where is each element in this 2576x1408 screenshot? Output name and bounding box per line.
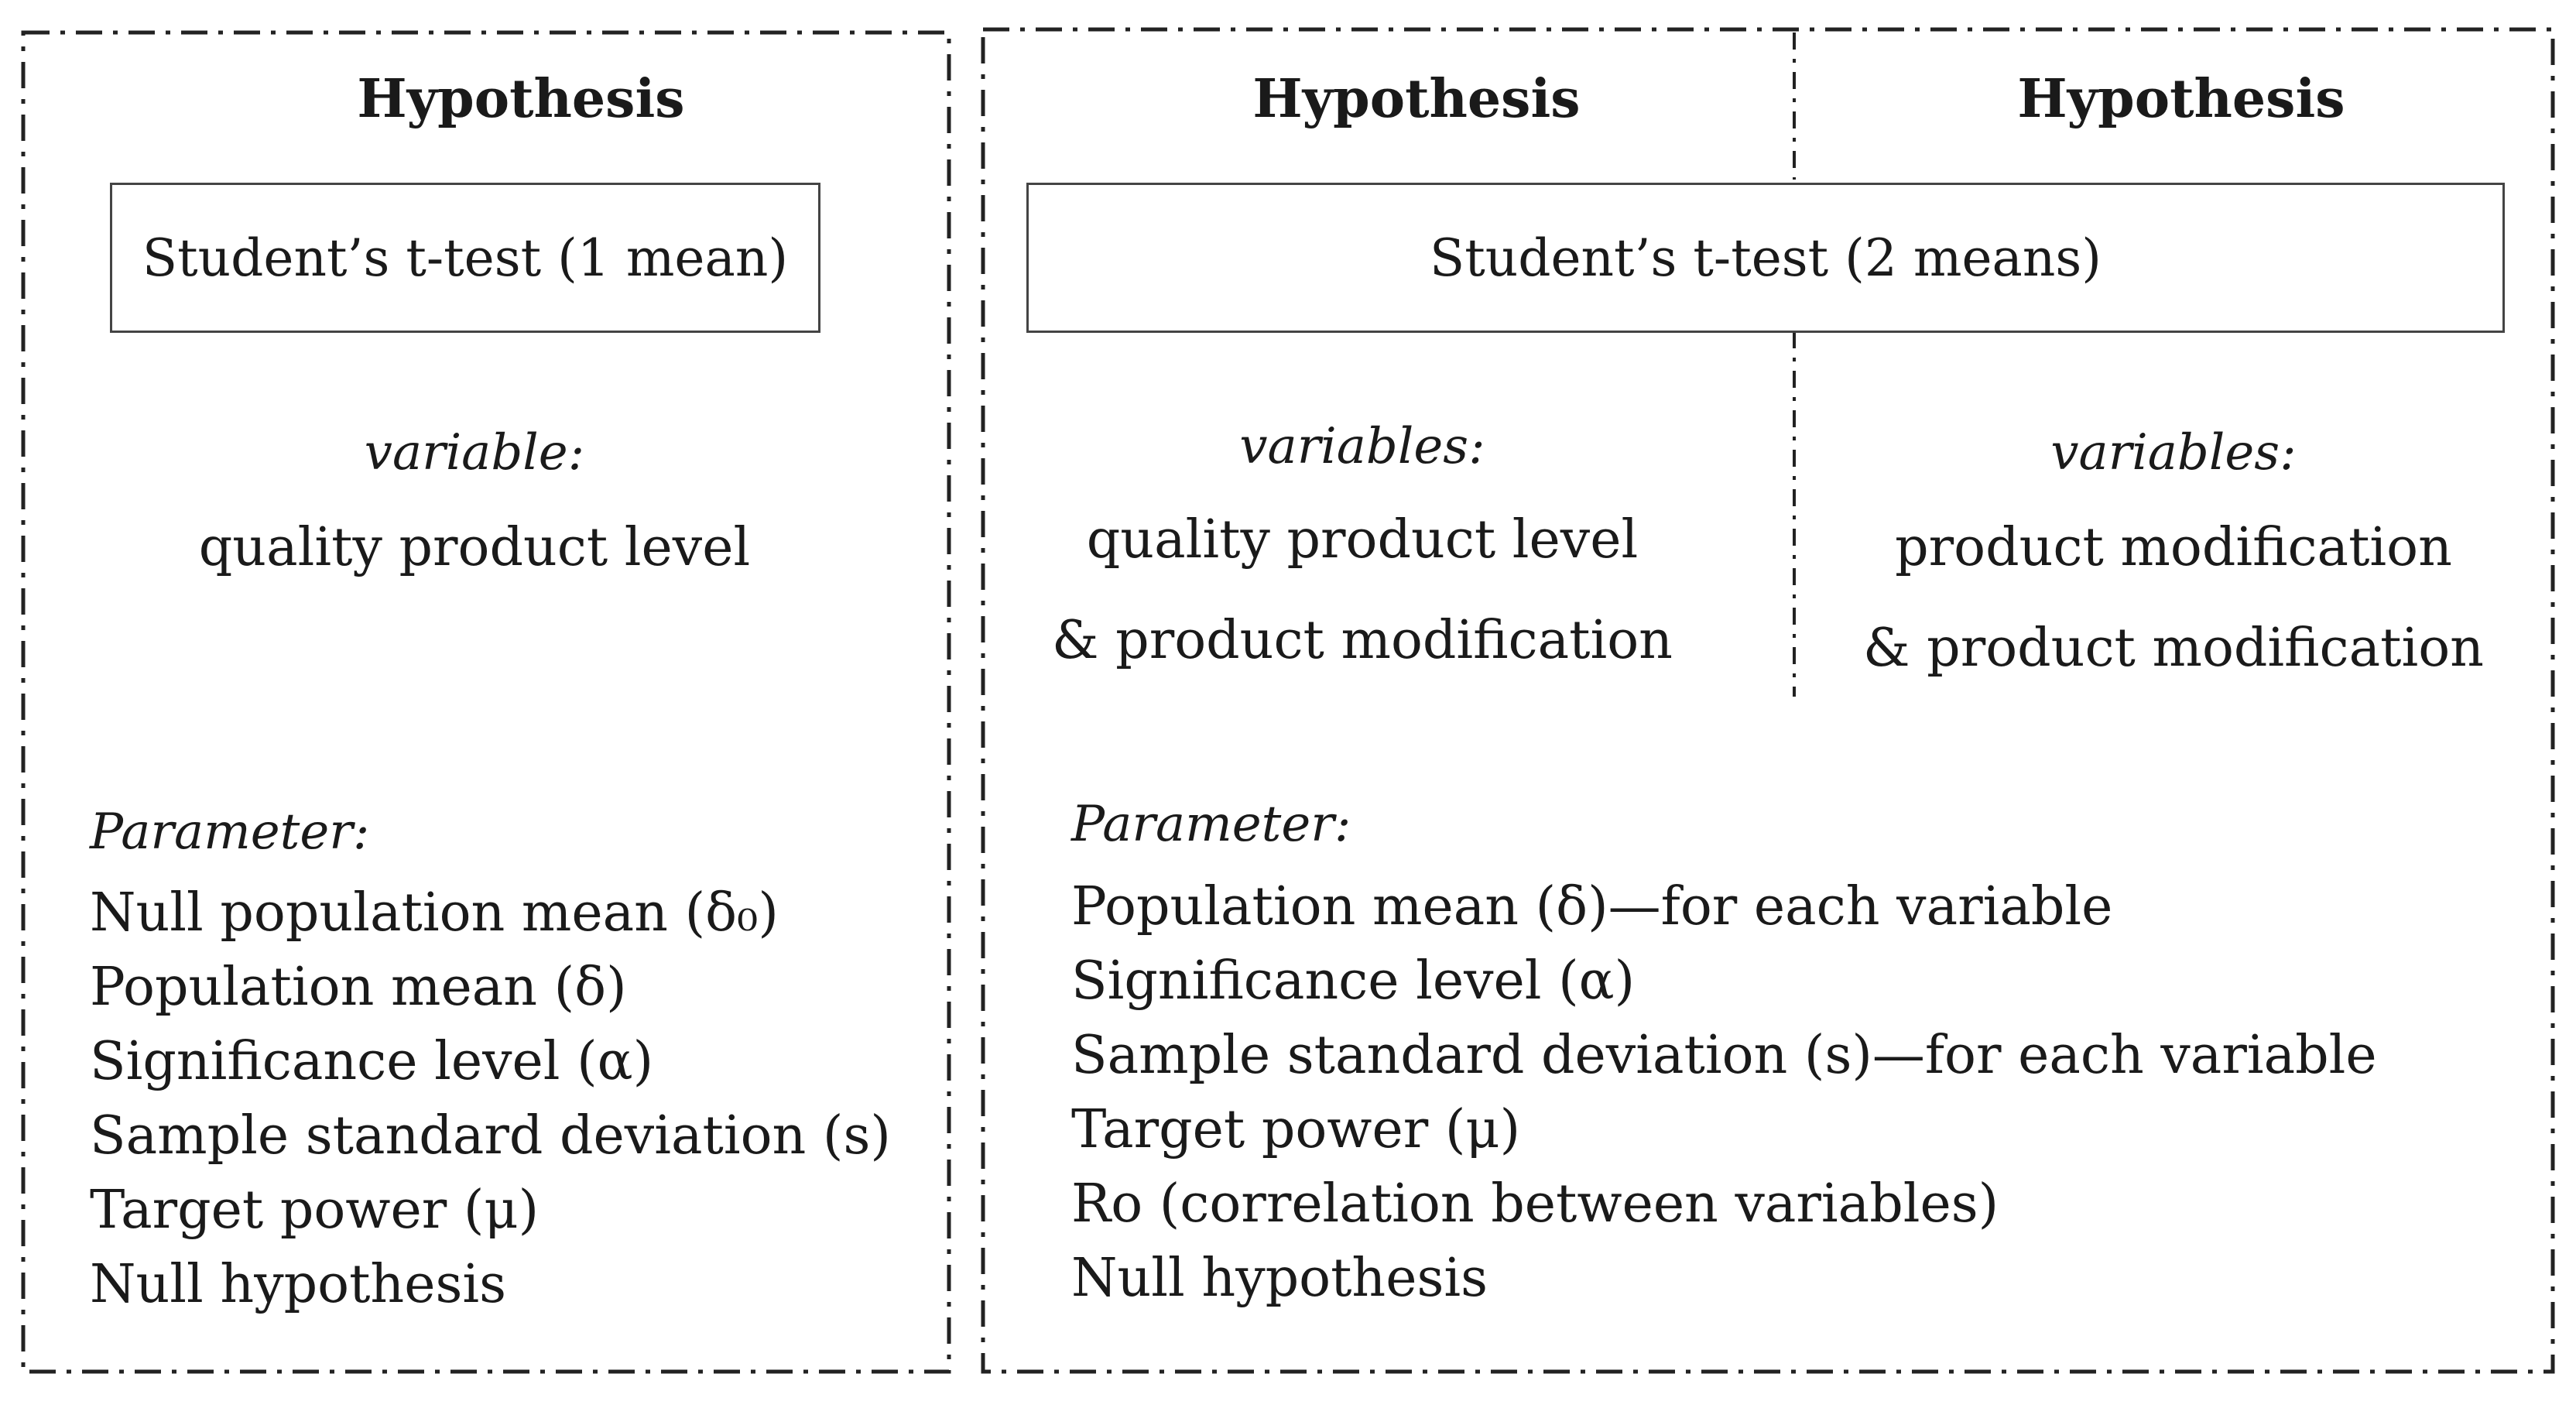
right-col-a-variable-1: quality product level (1086, 509, 1639, 570)
right-panel-heading-b: Hypothesis (2017, 68, 2345, 130)
left-parameter-item: Population mean (δ) (90, 957, 627, 1018)
left-variable-value: quality product level (198, 517, 751, 578)
right-parameter-item: Ro (correlation between variables) (1071, 1173, 1999, 1235)
right-parameter-item: Target power (μ) (1071, 1099, 1521, 1160)
right-col-a-variable-2: & product modification (1052, 610, 1673, 671)
left-parameter-item: Null hypothesis (90, 1254, 506, 1315)
right-parameter-list (1071, 870, 2377, 1316)
left-parameter-label: Parameter: (90, 803, 370, 861)
right-col-b-variable-2: & product modification (1863, 618, 2484, 679)
right-panel-heading-a: Hypothesis (1252, 68, 1581, 130)
right-test-box (1026, 183, 2505, 333)
right-col-b-variable-1: product modification (1895, 517, 2452, 578)
right-parameter-item: Population mean (δ)—for each variable (1071, 876, 2113, 937)
right-test-box-label: Student’s t-test (2 means) (1429, 228, 2102, 288)
right-col-a-variables-label: variables: (1239, 418, 1485, 475)
right-parameter-item: Significance level (α) (1071, 951, 1636, 1012)
right-parameter-item: Null hypothesis (1071, 1248, 1488, 1309)
right-parameter-item: Sample standard deviation (s)—for each variable (1071, 1025, 2377, 1086)
left-test-box (110, 183, 820, 333)
left-parameter-item: Significance level (α) (90, 1031, 654, 1092)
right-parameter-label: Parameter: (1071, 796, 1351, 853)
left-parameter-item: Sample standard deviation (s) (90, 1105, 891, 1166)
left-test-box-label: Student’s t-test (1 mean) (142, 228, 789, 288)
left-parameter-item: Target power (μ) (90, 1180, 540, 1241)
left-panel-heading: Hypothesis (357, 68, 685, 130)
left-parameter-list (90, 876, 891, 1322)
left-parameter-item: Null population mean (δ₀) (90, 882, 779, 944)
right-col-b-variables-label: variables: (2050, 424, 2297, 481)
left-variable-label: variable: (364, 424, 585, 481)
